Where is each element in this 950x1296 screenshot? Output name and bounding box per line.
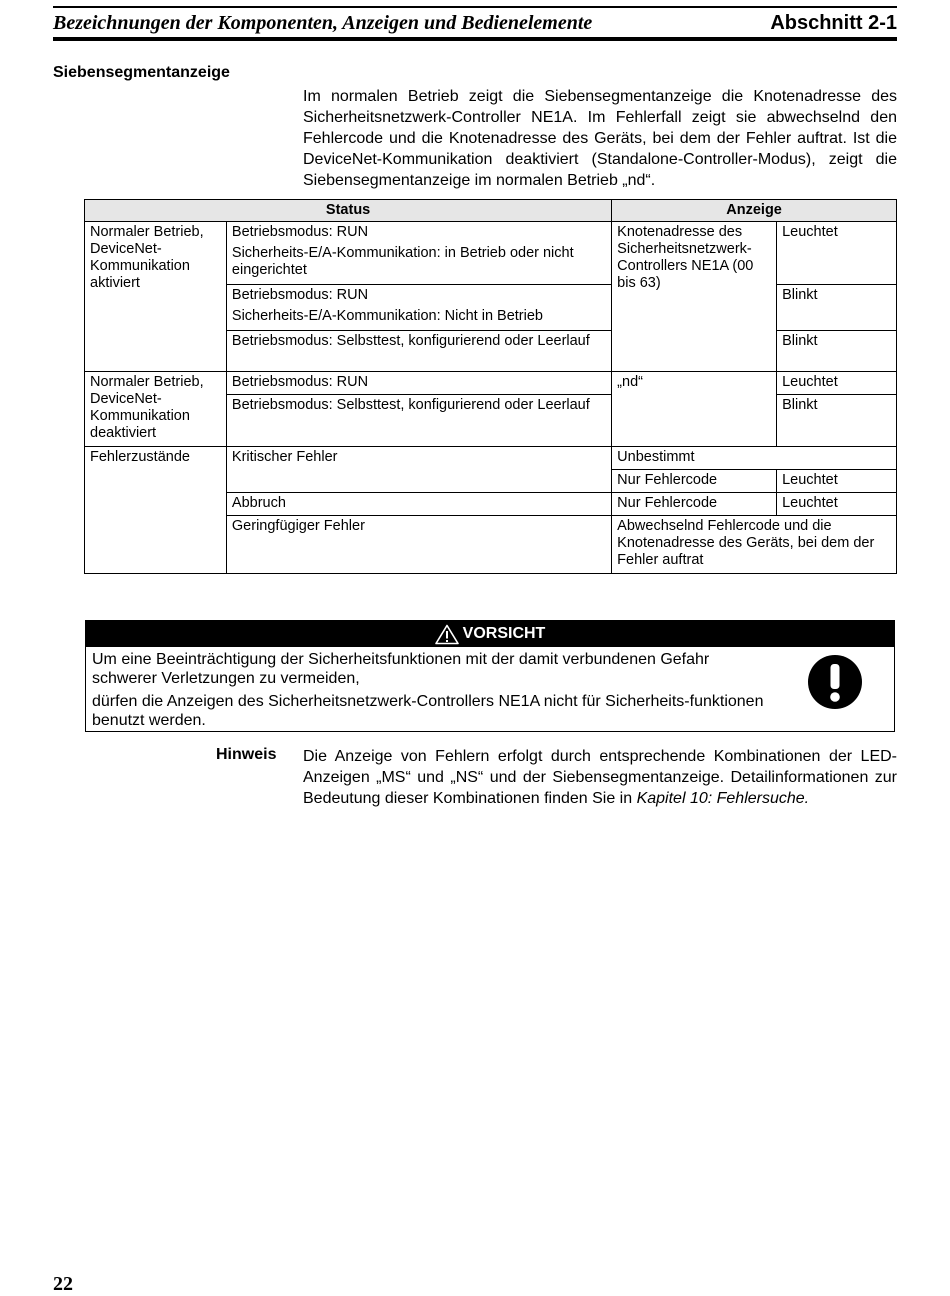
note-label: Hinweis — [216, 746, 277, 763]
caution-box — [85, 620, 895, 732]
note-text: Die Anzeige von Fehlern erfolgt durch entsprechende Kombinationen der LED-Anzeigen „MS“ und „NS“ und der Siebensegmentanzeige. Detailinformationen zur Bedeutung dieser Kombinationen finden Sie in — [303, 748, 897, 807]
header-status: Status — [85, 200, 612, 222]
group2-display: „nd“ — [612, 372, 777, 447]
group1-row2-io: Sicherheits-E/A-Kommunikation: Nicht in Betrieb — [231, 308, 543, 324]
minor-error-display: Abwechselnd Fehlercode und die Knotenadresse des Geräts, bei dem der Fehler auftrat — [612, 516, 897, 574]
intro-text: Im normalen Betrieb zeigt die Siebensegmentanzeige die Knotenadresse des Sicherheitsnetzwerk-Controller NE1A. Im Fehlerfall zeigt sie abwechselnd den Fehlercode und die Knotenadresse des Geräts, bei dem der Fehler auftrat. Ist die DeviceNet-Kommunikation deaktiviert (Standalone-Controller-Modus), zeigt die Siebensegmentanzeige im normalen Betrieb „nd“. — [303, 88, 897, 189]
table-row — [85, 372, 897, 395]
intro-paragraph — [303, 86, 897, 191]
note-paragraph — [303, 746, 897, 809]
caution-title: VORSICHT — [462, 625, 546, 642]
group1-row3-mode: Betriebsmodus: Selbsttest, konfigurierend oder Leerlauf — [226, 331, 611, 372]
header-display: Anzeige — [612, 200, 897, 222]
page-number: 22 — [53, 1273, 73, 1295]
group2-row2-mode: Betriebsmodus: Selbsttest, konfigurierend oder Leerlauf — [226, 395, 611, 447]
group1-label: Normaler Betrieb, DeviceNet-Kommunikation aktiviert — [85, 222, 227, 372]
page-header-section: Abschnitt 2-1 — [770, 12, 897, 34]
minor-error-label: Geringfügiger Fehler — [226, 516, 611, 574]
abort-display: Nur Fehlercode — [612, 493, 777, 516]
group1-row2-state: Blinkt — [777, 285, 897, 331]
header-rule-top — [53, 6, 897, 8]
group2-row1-state: Leuchtet — [777, 372, 897, 395]
caution-header — [86, 621, 894, 647]
caution-body — [92, 650, 772, 734]
caution-line-2: dürfen die Anzeigen des Sicherheitsnetzwerk-Controllers NE1A nicht für Sicherheits-funktionen benutzt werden. — [92, 693, 764, 729]
warning-triangle-icon — [435, 624, 459, 645]
critical-state-b: Leuchtet — [777, 470, 897, 493]
table-row — [85, 447, 897, 470]
group1-row1-status — [226, 222, 611, 285]
note-reference: Kapitel 10: Fehlersuche. — [636, 790, 810, 807]
group1-row1-io: Sicherheits-E/A-Kommunikation: in Betrieb oder nicht eingerichtet — [231, 245, 574, 278]
group1-row3-state: Blinkt — [777, 331, 897, 372]
group1-row1-state: Leuchtet — [777, 222, 897, 285]
group2-label: Normaler Betrieb, DeviceNet-Kommunikation deaktiviert — [85, 372, 227, 447]
table-header-row — [85, 200, 897, 222]
group3-label: Fehlerzustände — [85, 447, 227, 574]
group1-row2-status — [226, 285, 611, 331]
section-heading: Siebensegmentanzeige — [53, 64, 230, 81]
group1-row1-mode: Betriebsmodus: RUN — [231, 224, 369, 240]
table-row — [85, 222, 897, 285]
exclamation-circle-icon — [807, 654, 863, 710]
group1-row2-mode: Betriebsmodus: RUN — [231, 287, 369, 303]
critical-display-b: Nur Fehlercode — [612, 470, 777, 493]
critical-display-a: Unbestimmt — [612, 447, 897, 470]
group2-row2-state: Blinkt — [777, 395, 897, 447]
critical-error-label: Kritischer Fehler — [226, 447, 611, 493]
group1-display: Knotenadresse des Sicherheitsnetzwerk-Controllers NE1A (00 bis 63) — [612, 222, 777, 372]
header-rule-bottom — [53, 37, 897, 41]
page-header-title: Bezeichnungen der Komponenten, Anzeigen und Bedienelemente — [53, 12, 593, 34]
abort-label: Abbruch — [226, 493, 611, 516]
caution-line-1: Um eine Beeinträchtigung der Sicherheitsfunktionen mit der damit verbundenen Gefahr schwerer Verletzungen zu vermeiden, — [92, 651, 710, 687]
group2-row1-mode: Betriebsmodus: RUN — [226, 372, 611, 395]
status-table — [84, 199, 897, 574]
abort-state: Leuchtet — [777, 493, 897, 516]
